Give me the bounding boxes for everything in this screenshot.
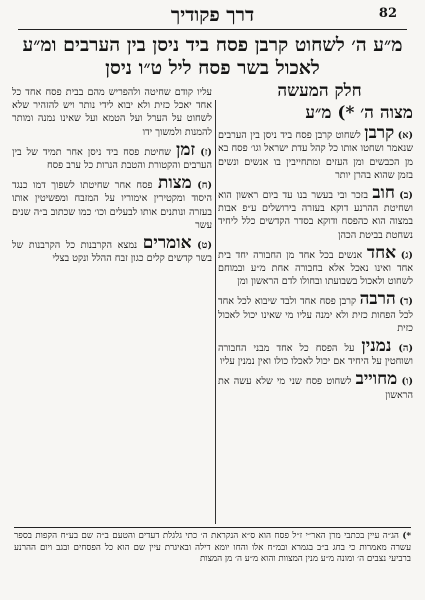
entry-text: אנשים בכל אחד מן החבורה יחד בית אחד ואינו נאכל אלא בחבורה אחת מ״ע ובמוחם לשחוט ולאכול בשבועתו ובחולו לדם הראשון ומן (218, 249, 413, 288)
entry-number: (ה) (398, 343, 413, 355)
entry-2 (218, 184, 413, 242)
footnote (14, 531, 411, 597)
title-line-2: לאכול בשר פסח ליל ט״ו ניסן (105, 57, 320, 79)
entry-keyword: קרבן (364, 123, 395, 144)
entry-8 (12, 174, 212, 232)
entry-keyword: זמן (176, 139, 196, 160)
mitzvah-intro (218, 104, 413, 122)
section-heading: חלק המעשה (277, 81, 362, 101)
entry-number: (ד) (399, 296, 413, 308)
entry-keyword: חוב (372, 183, 395, 204)
entry-text: נמצא הקרבנות כל הקרבנות של בשר קדשים קלים כגון זבח ההלל ונקט בצלי (12, 240, 212, 265)
entry-3 (218, 244, 413, 289)
entry-number: (ח) (197, 180, 212, 192)
entry-keyword: נמנין (361, 336, 392, 357)
entry-number: (ז) (200, 146, 212, 158)
footnote-rule (14, 527, 411, 528)
entry-number: (ב) (399, 190, 413, 202)
entry-6 (218, 370, 413, 401)
left-intro: עליו קודם שחיטה ולהפריש מהם בבית פסח אחד כל אחד יאכל כזית ולא יבוא לידי נותר ויש להזהיר שלא לשחוט על הערל ועל הטמא ועל שאינו נמנה ומותר להמנות ולמשוך ידו (12, 87, 212, 138)
page-number: 82 (378, 6, 397, 21)
entry-keyword: מצוה ה׳ *) מ״ע (305, 104, 413, 123)
entry-text: פסח אחר שחיטתו לשפוך דמו כנגד היסוד ומקטירין אימוריו על המזבח ומפשיטין אותו בעזרה ונותנים אותו לבעלים וכו׳ כמו שכתוב ב״ה שנים עשר (12, 180, 212, 231)
entry-text: בזכר ובי בעשר בנו עד ביום ראשון הוא ושחיטת ההרנע דוקא בעזרה בירושלים ע״פ אבות במצוה הוא כהפסח ודוקא בסדר הקדשים כלל ליחיד נשחטת בביטת הכהן (218, 190, 413, 241)
entry-4 (218, 290, 413, 335)
entry-text: לשחוט פסח שני מי שלא עשה את הראשון (218, 376, 413, 401)
header-rule (18, 29, 407, 30)
left-column (12, 86, 212, 524)
footnote-marker: *) (402, 531, 411, 541)
title-line-1: מ״ע ה׳ לשחוט קרבן פסח ביד ניסן בין הערבים ומ״ע (22, 34, 403, 56)
entry-text: לשחוט קרבן פסח ביד ניסן בין הערבים שנאמר ושחטו אותו כל קהל עדת ישראל וגו׳ פסח בא מן הכבשים ומן העזים ומתחייבין בו אנשים ונשים בזמן שהוא בהרן יותר (218, 130, 413, 181)
entry-keyword: אחד (366, 242, 397, 263)
entry-number: (ו) (401, 376, 413, 388)
running-header: דרך פקודיך (170, 4, 255, 26)
entry-number: (ט) (197, 240, 212, 252)
entry-text: שחיטת פסח ביד ניסן אחר תמיד של בין הערבים והקטורת והטבת הנרות כל ערב פסח (12, 146, 212, 172)
entry-keyword: אומרים (142, 233, 192, 254)
column-divider (215, 100, 216, 524)
entry-text: קרבן פסח אחד ולבד שיבוא לכל אחד לכל הפחות כזית ולא ימנה עליו מי שאינו יכול לאכול כזית (218, 296, 413, 334)
entry-text: על הפסח כל אחד מבני החבורה ושוחטין על היחיד אם יכול לאכלו כולו ואין נמנין עליו (218, 343, 413, 368)
entry-keyword: הרבה (359, 289, 396, 310)
entry-1 (218, 124, 413, 182)
entry-9 (12, 234, 212, 265)
footnote-text: הג״ה עיין בכתבי מרן האר״י ז״ל פסח הוא ס״א הנקראת ה׳ כתי גלגלת דעדים והטעם ב״ה שם בע״ח הקפות בספר עשרה מאמרות כי בחג ב״ב בגמרא ובמ״ח אלו והחו יומא דילה ובאיגרת עיין שם הוא כל הפסחים ובגב ויום ההרנע ברביעי נצבים ה׳ ומונה מ״ע מנין המצוות והוא מ״ע ה׳ מן המצות (14, 531, 411, 565)
entry-keyword: מחוייב (355, 369, 398, 390)
entry-number: (א) (397, 130, 413, 142)
entry-5 (218, 337, 413, 368)
entry-keyword: מצות (158, 173, 192, 194)
entry-number: (ג) (400, 249, 413, 261)
right-column (218, 104, 413, 524)
entry-7 (12, 141, 212, 172)
